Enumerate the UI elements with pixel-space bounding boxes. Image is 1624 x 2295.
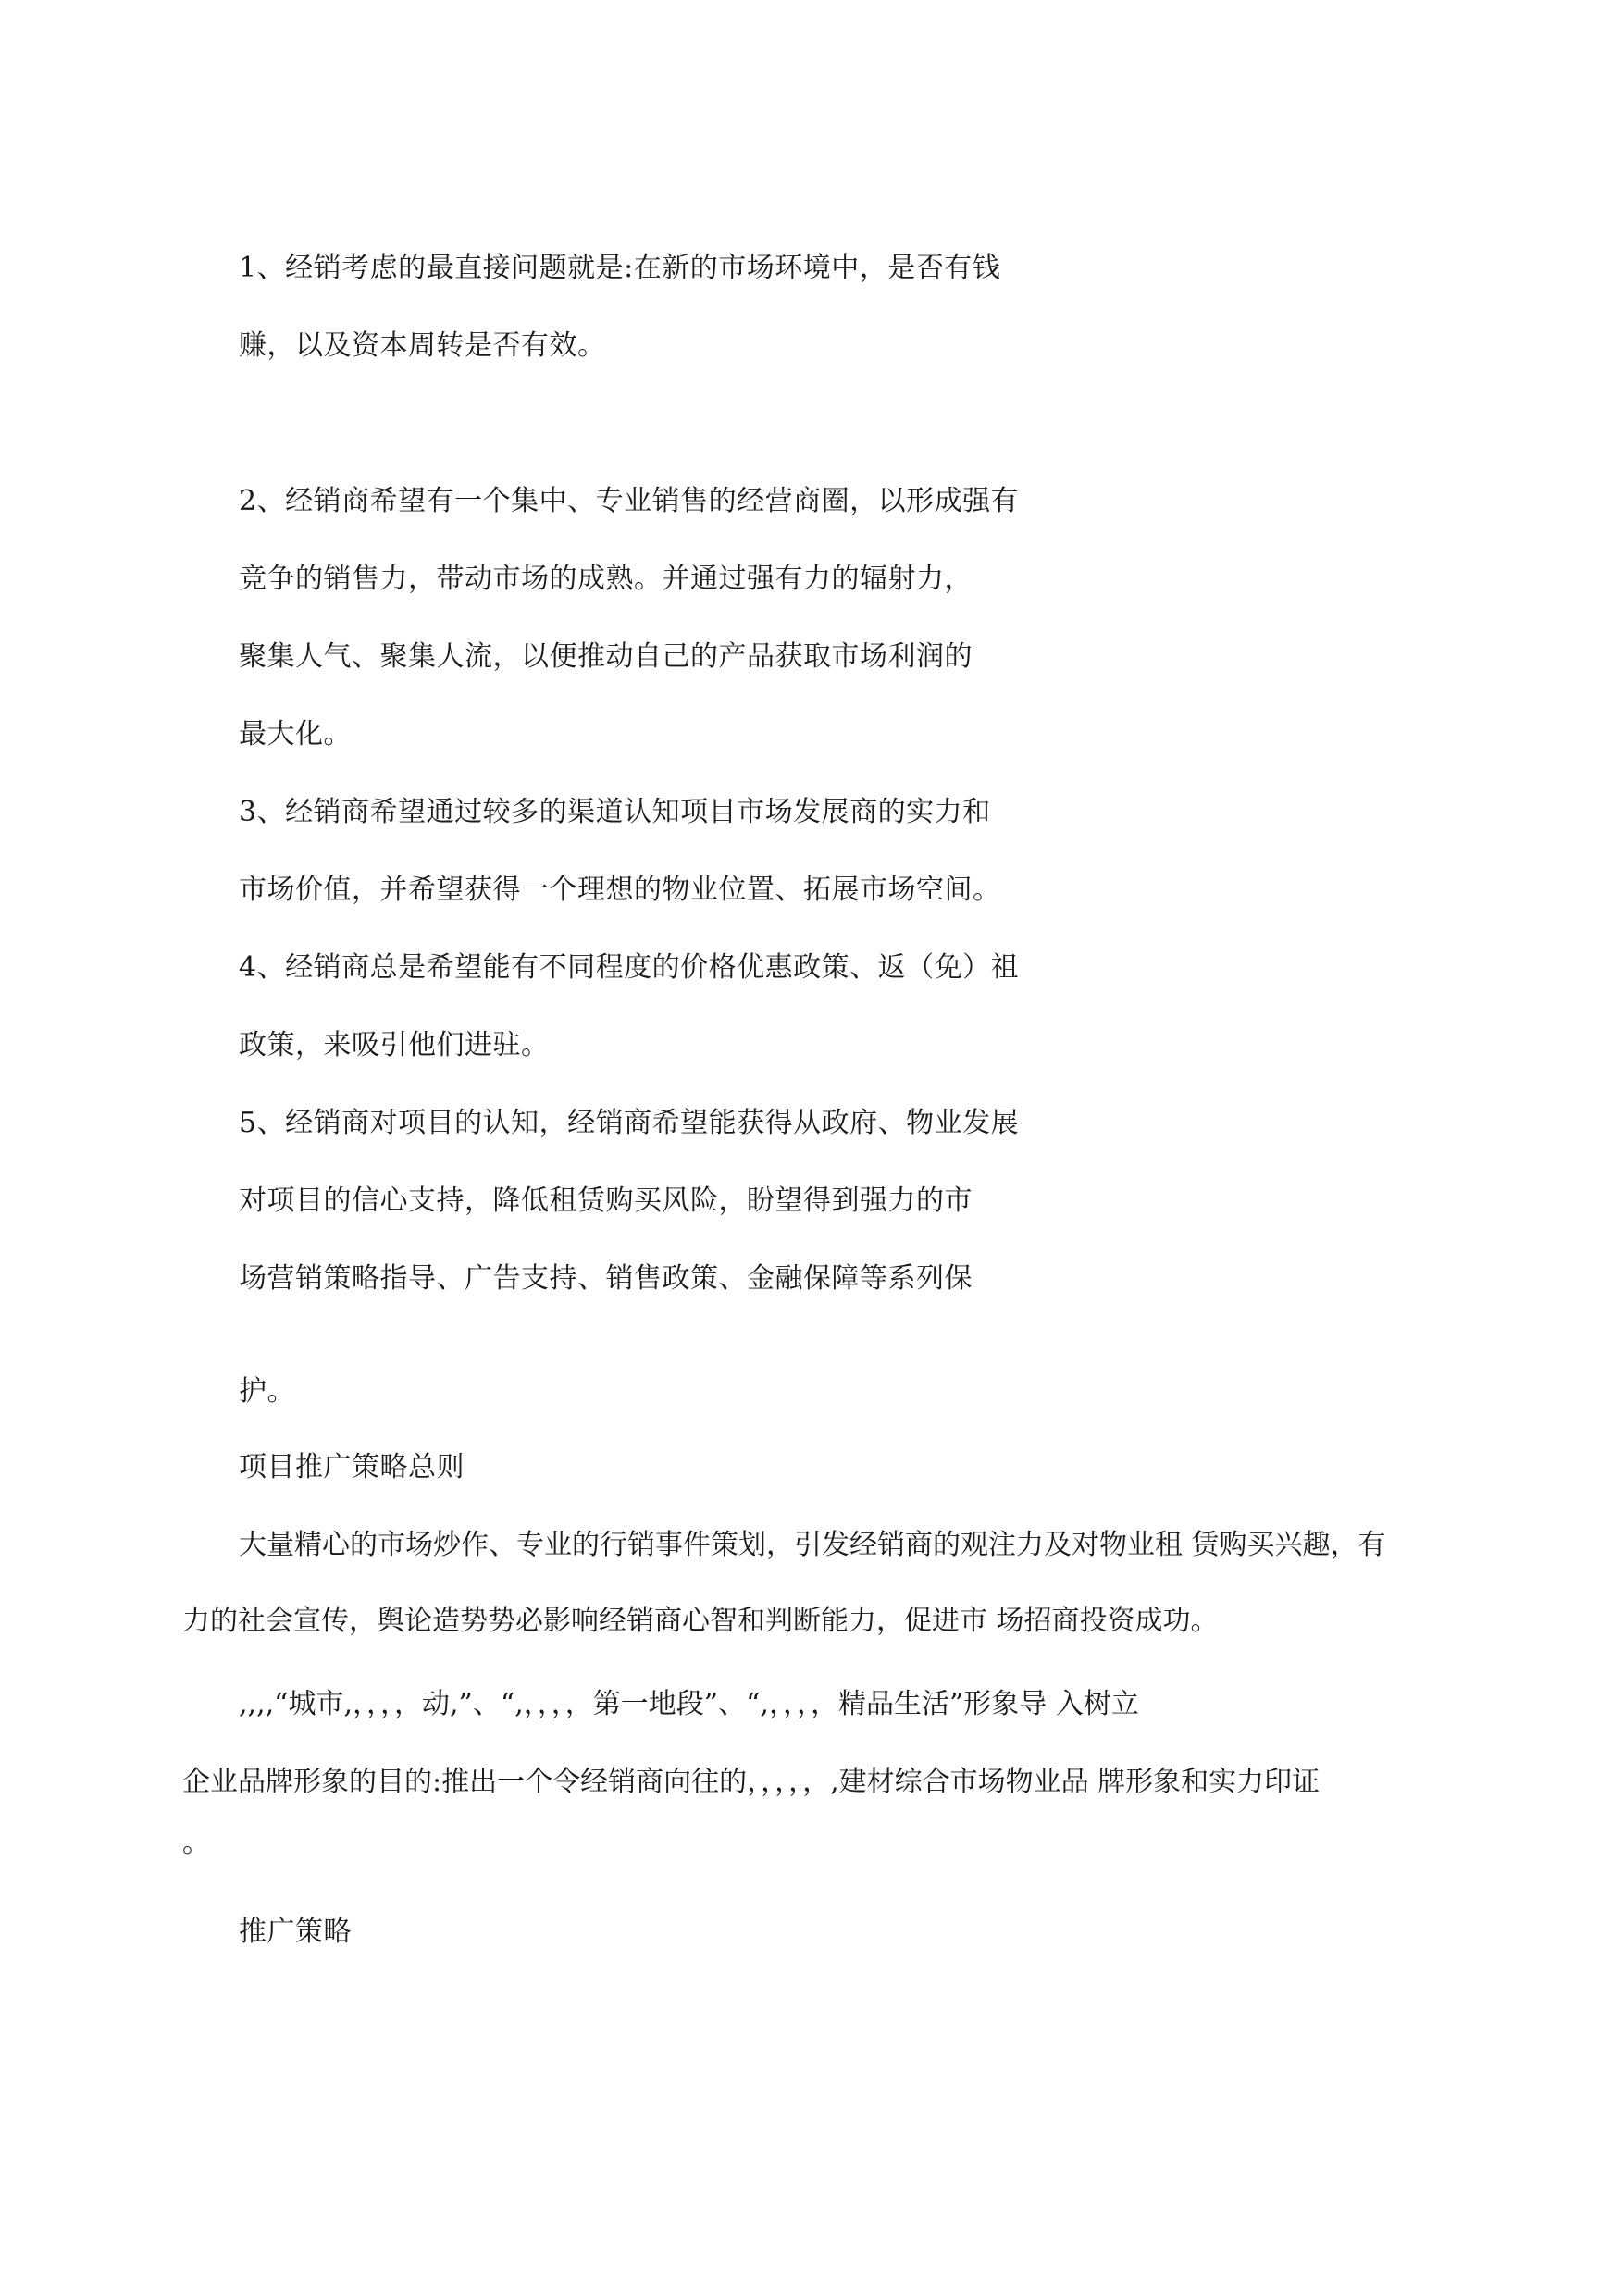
para1-line2: 力的社会宣传，舆论造势势必影响经销商心智和判断能力，促进市 场招商投资成功。	[182, 1605, 1219, 1637]
item2-line4: 最大化。	[239, 718, 352, 751]
item2-line3: 聚集人气、聚集人流，以便推动自己的产品获取市场利润的	[239, 640, 973, 673]
item2-line1: 2、经销商希望有一个集中、专业销售的经营商圈，以形成强有	[239, 485, 1020, 517]
item3-line1: 3、经销商希望通过较多的渠道认知项目市场发展商的实力和	[239, 796, 991, 828]
item4-line2: 政策，来吸引他们进驻。	[239, 1029, 550, 1061]
item5-line3: 场营销策略指导、广告支持、销售政策、金融保障等系列保	[239, 1262, 973, 1295]
para2-line1: ,,,,“城市,，，，，动,”、“,，，，，第一地段”、“,，，，，精品生活”形象导 入树立	[239, 1688, 1139, 1720]
para2-line3: 。	[182, 1827, 210, 1859]
item5-line4: 护。	[239, 1375, 295, 1408]
item1-line1: 1、经销考虑的最直接问题就是:在新的市场环境中，是否有钱	[239, 252, 1001, 284]
item2-line2: 竞争的销售力，带动市场的成熟。并通过强有力的辐射力，	[239, 563, 973, 595]
heading-general: 项目推广策略总则	[239, 1451, 465, 1483]
para1-line1: 大量精心的市场炒作、专业的行销事件策划，引发经销商的观注力及对物业租 赁购买兴趣，有	[239, 1529, 1386, 1561]
item3-line2: 市场价值，并希望获得一个理想的物业位置、拓展市场空间。	[239, 874, 1001, 906]
item5-line1: 5、经销商对项目的认知，经销商希望能获得从政府、物业发展	[239, 1107, 1020, 1139]
item1-line2: 赚，以及资本周转是否有效。	[239, 329, 606, 362]
item5-line2: 对项目的信心支持，降低租赁购买风险，盼望得到强力的市	[239, 1185, 973, 1217]
heading-strategy: 推广策略	[239, 1916, 352, 1948]
para2-line2: 企业品牌形象的目的:推出一个令经销商向往的，，，，，,建材综合市场物业品 牌形象和实力印证	[182, 1766, 1320, 1798]
item4-line1: 4、经销商总是希望能有不同程度的价格优惠政策、返（免）祖	[239, 951, 1020, 984]
